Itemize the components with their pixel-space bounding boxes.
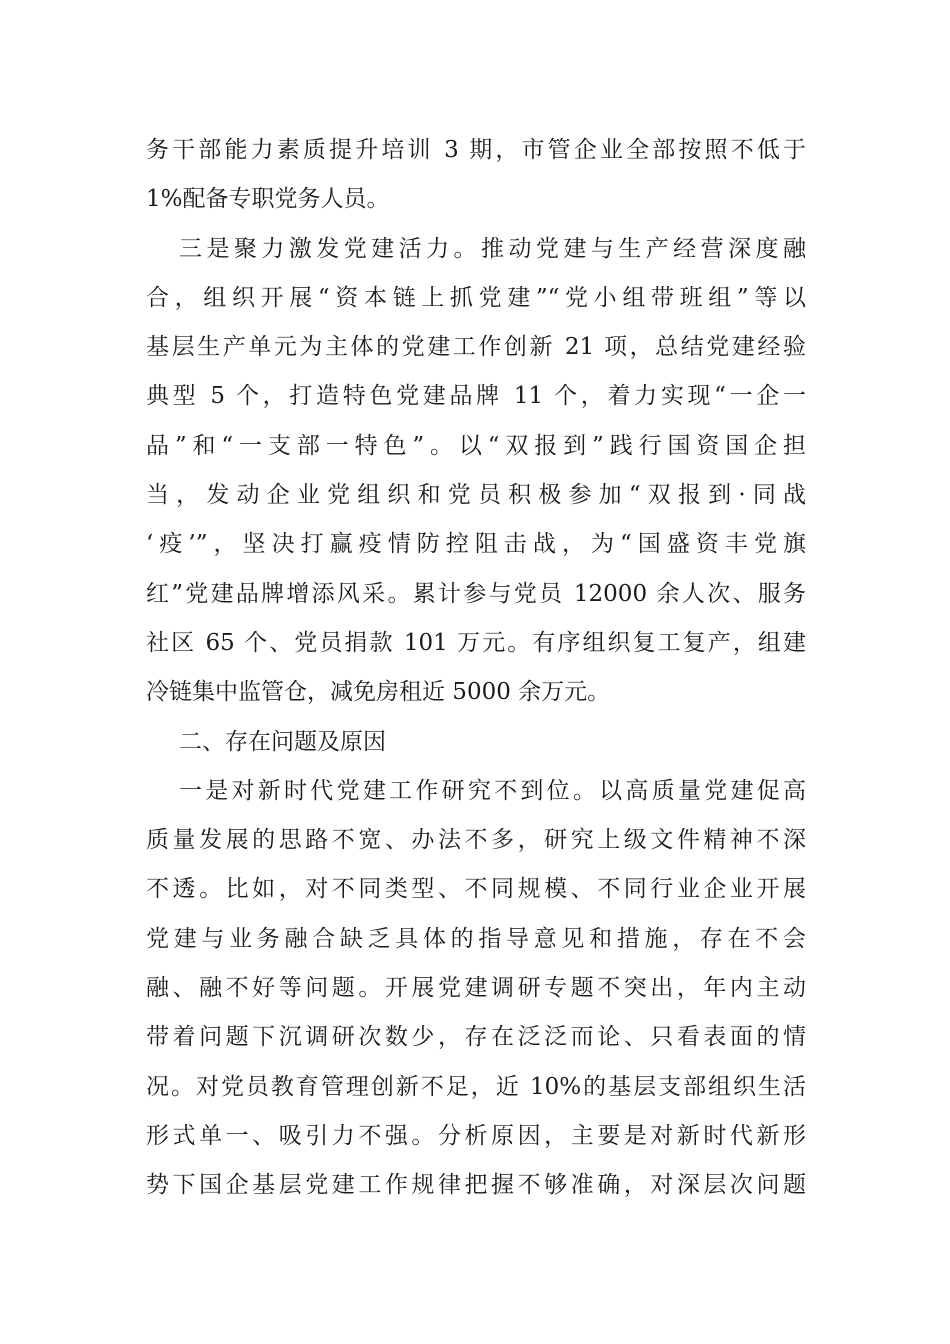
text-line: 红”党建品牌增添风采。累计参与党员 12000 余人次、服务: [146, 580, 806, 607]
text-line: 典型 5 个，打造特色党建品牌 11 个，着力实现“一企一: [146, 383, 806, 410]
text-line: 基层生产单元为主体的党建工作创新 21 项，总结党建经验: [146, 334, 806, 361]
text-line: ‘疫’”，坚决打赢疫情防控阻击战，为“国盛资丰党旗: [146, 531, 806, 558]
text-line: 冷链集中监管仓，减免房租近 5000 余万元。: [146, 679, 611, 706]
text-line: 社区 65 个、党员捐款 101 万元。有序组织复工复产，组建: [146, 629, 806, 656]
section-heading: 二、存在问题及原因: [179, 728, 386, 755]
paragraph-first-line: 一是对新时代党建工作研究不到位。以高质量党建促高: [179, 777, 806, 804]
text-line: 势下国企基层党建工作规律把握不够准确，对深层次问题: [146, 1172, 806, 1199]
text-line: 党建与业务融合缺乏具体的指导意见和措施，存在不会: [146, 925, 806, 952]
text-line: 带着问题下沉调研次数少，存在泛泛而论、只看表面的情: [146, 1024, 806, 1051]
document-body: [146, 126, 806, 1211]
text-line: 况。对党员教育管理创新不足，近 10%的基层支部组织生活: [146, 1073, 806, 1100]
text-line: 融、融不好等问题。开展党建调研专题不突出，年内主动: [146, 975, 806, 1002]
text-line: 质量发展的思路不宽、办法不多，研究上级文件精神不深: [146, 827, 806, 854]
text-line: 合，组织开展“资本链上抓党建”“党小组带班组”等以: [146, 284, 806, 311]
text-line: 当，发动企业党组织和党员积极参加“双报到·同战: [146, 482, 806, 509]
text-line: 品”和“一支部一特色”。以“双报到”践行国资国企担: [146, 432, 806, 459]
text-line: 形式单一、吸引力不强。分析原因，主要是对新时代新形: [146, 1122, 806, 1149]
text-line: 务干部能力素质提升培训 3 期，市管企业全部按照不低于: [146, 137, 806, 163]
paragraph-first-line: 三是聚力激发党建活力。推动党建与生产经营深度融: [179, 235, 806, 262]
text-line: 不透。比如，对不同类型、不同规模、不同行业企业开展: [146, 876, 806, 903]
text-line: 1%配备专职党务人员。: [146, 186, 390, 213]
